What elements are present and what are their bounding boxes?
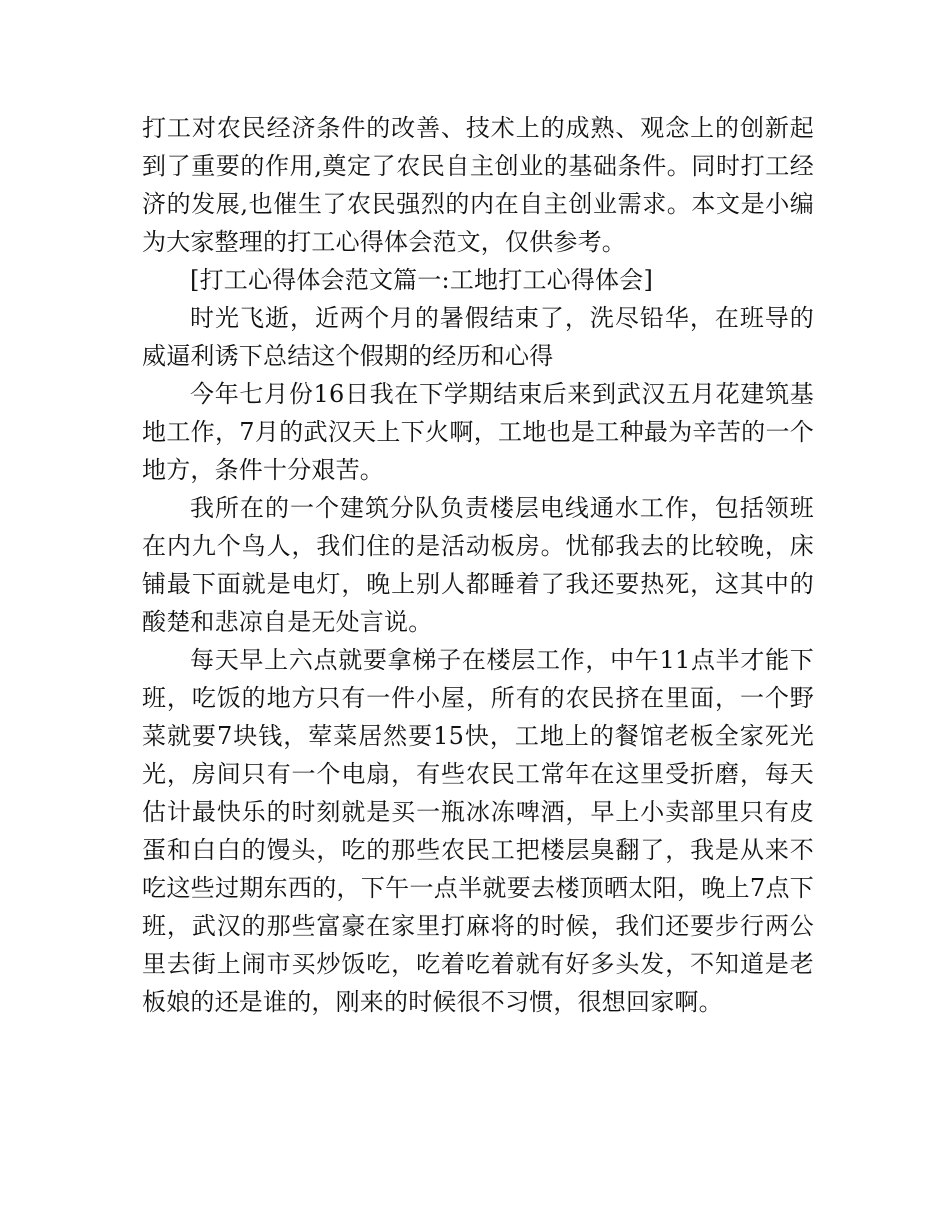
body-paragraph: 时光飞逝，近两个月的暑假结束了，洗尽铅华，在班导的威逼利诱下总结这个假期的经历和心得 (142, 304, 814, 370)
body-paragraph: 今年七月份16日我在下学期结束后来到武汉五月花建筑基地工作，7月的武汉天上下火啊，工地也是工种最为辛苦的一个地方，条件十分艰苦。 (142, 380, 814, 484)
body-paragraph: 每天早上六点就要拿梯子在楼层工作，中午11点半才能下班，吃饭的地方只有一件小屋，所有的农民挤在里面，一个野菜就要7块钱，荤菜居然要15快，工地上的餐馆老板全家死光光，房间只有一个电扇，有些农民工常年在这里受折磨，每天估计最快乐的时刻就是买一瓶冰冻啤酒，早上小卖部里只有皮蛋和白白的馒头，吃的那些农民工把楼层臭翻了，我是从来不吃这些过期东西的，下午一点半就要去楼顶晒太阳，晚上7点下班，武汉的那些富豪在家里打麻将的时候，我们还要步行两公里去街上闹市买炒饭吃，吃着吃着就有好多头发，不知道是老板娘的还是谁的，刚来的时候很不习惯，很想回家啊。 (142, 646, 814, 1016)
intro-paragraph: 打工对农民经济条件的改善、技术上的成熟、观念上的创新起到了重要的作用,奠定了农民自主创业的基础条件。同时打工经济的发展,也催生了农民强烈的内在自主创业需求。本文是小编为大家整理的打工心得体会范文，仅供参考。 (142, 114, 814, 256)
body-paragraph: 我所在的一个建筑分队负责楼层电线通水工作，包括领班在内九个鸟人，我们住的是活动板房。忧郁我去的比较晚，床铺最下面就是电灯，晚上别人都睡着了我还要热死，这其中的酸楚和悲凉自是无处言说。 (142, 494, 814, 636)
section-heading: [打工心得体会范文篇一:工地打工心得体会] (190, 266, 654, 294)
document-page (142, 109, 814, 1021)
